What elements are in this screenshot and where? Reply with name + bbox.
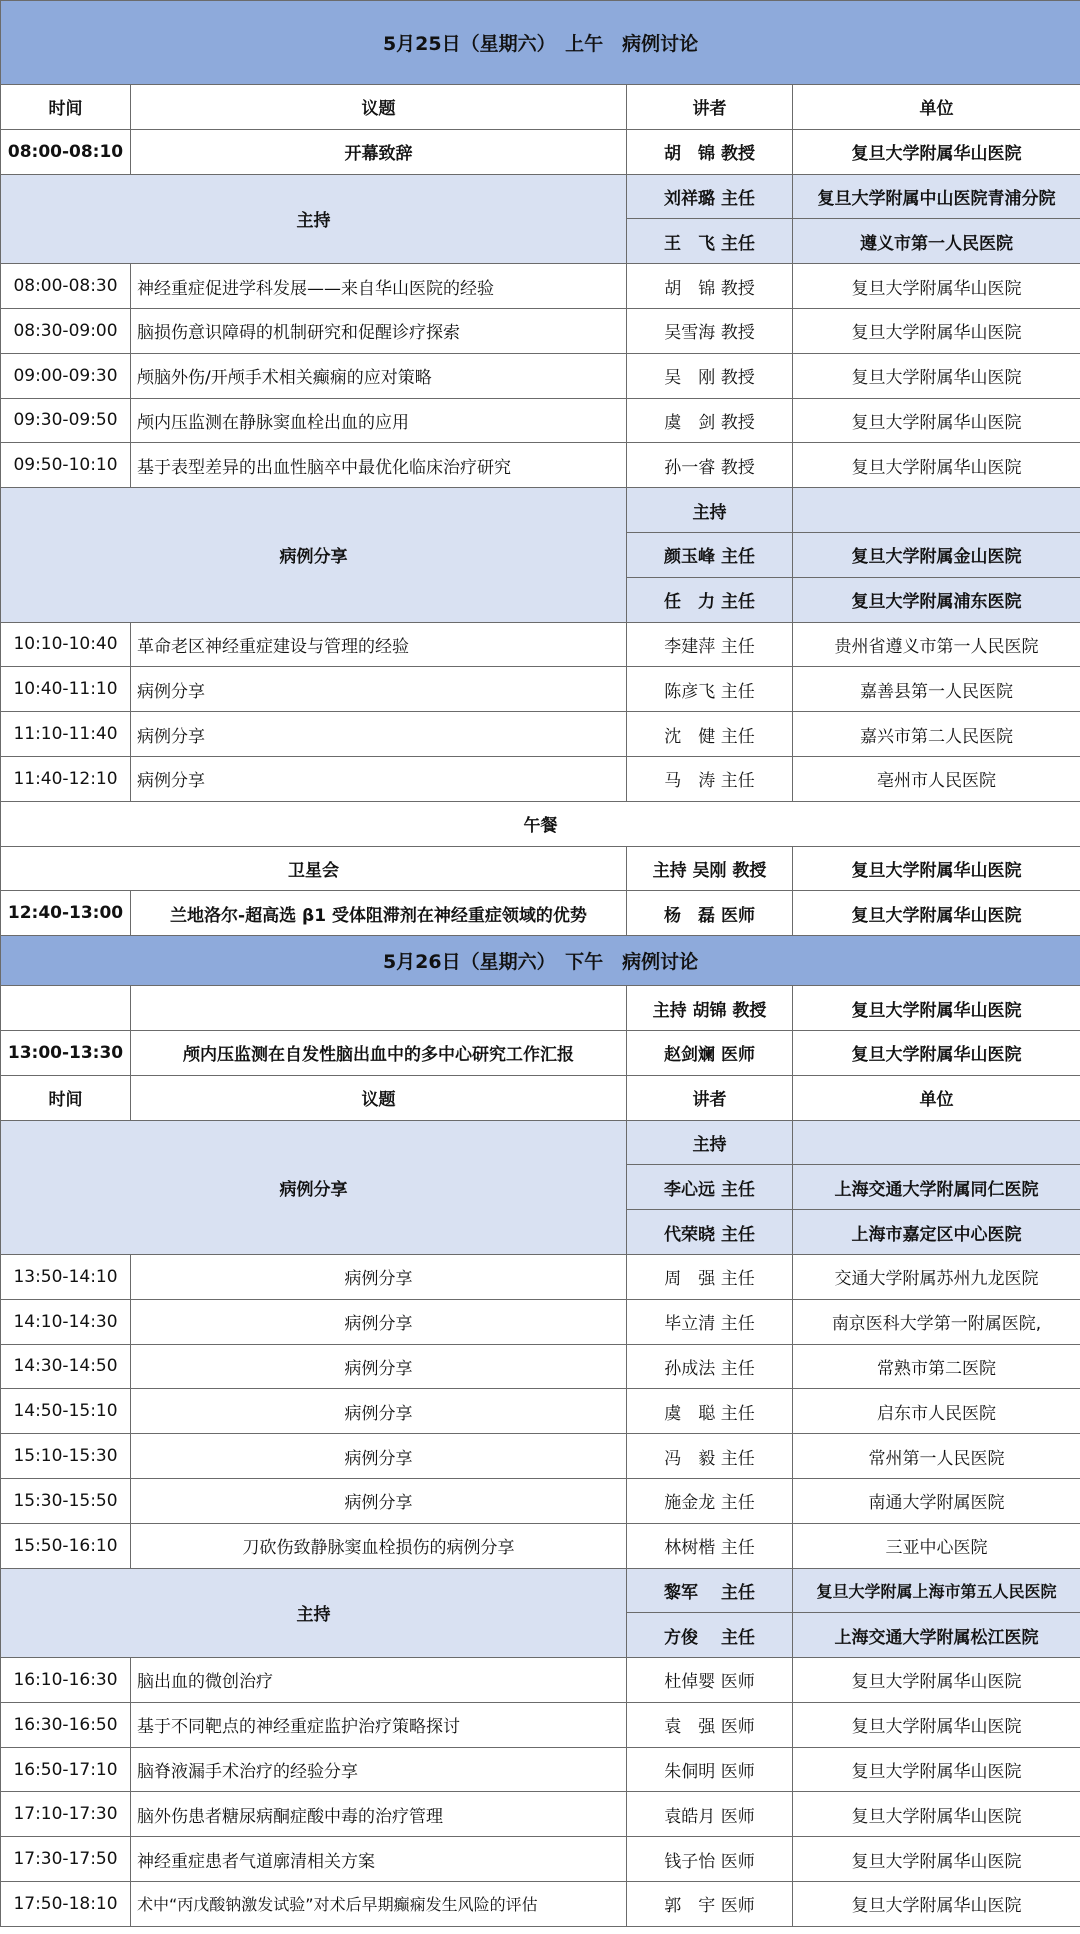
table-row <box>1 712 1080 757</box>
speaker-cell: 胡 锦 教授 <box>627 264 793 309</box>
host-cell: 主持 <box>627 1120 793 1165</box>
speaker-cell: 李心远 主任 <box>627 1165 793 1210</box>
topic-cell: 脑出血的微创治疗 <box>131 1658 627 1703</box>
topic-cell: 基于不同靶点的神经重症监护治疗策略探讨 <box>131 1702 627 1747</box>
time-cell: 15:30-15:50 <box>1 1478 131 1523</box>
speaker-cell: 颜玉峰 主任 <box>627 532 793 577</box>
time-cell: 08:00-08:10 <box>1 129 131 174</box>
unit-cell: 复旦大学附属华山医院 <box>793 1702 1080 1747</box>
host-row <box>1 1568 1080 1613</box>
speaker-cell: 袁皓月 医师 <box>627 1792 793 1837</box>
speaker-cell: 黎军 主任 <box>627 1568 793 1613</box>
speaker-cell: 代荣晓 主任 <box>627 1210 793 1255</box>
col-speaker: 讲者 <box>627 85 793 130</box>
column-header-row <box>1 85 1080 130</box>
speaker-cell: 马 涛 主任 <box>627 756 793 801</box>
topic-cell: 颅脑外伤/开颅手术相关癫痫的应对策略 <box>131 353 627 398</box>
unit-cell: 遵义市第一人民医院 <box>793 219 1080 264</box>
unit-cell: 复旦大学附属华山医院 <box>793 1747 1080 1792</box>
col-unit: 单位 <box>793 85 1080 130</box>
table-row <box>1 1523 1080 1568</box>
time-cell: 15:50-16:10 <box>1 1523 131 1568</box>
topic-cell: 刀砍伤致静脉窦血栓损伤的病例分享 <box>131 1523 627 1568</box>
table-row <box>1 756 1080 801</box>
table-row <box>1 1299 1080 1344</box>
table-row <box>1 1389 1080 1434</box>
table-row <box>1 1254 1080 1299</box>
speaker-cell: 周 强 主任 <box>627 1254 793 1299</box>
lunch-label: 午餐 <box>1 801 1080 846</box>
host-row <box>1 986 1080 1031</box>
speaker-cell: 沈 健 主任 <box>627 712 793 757</box>
time-cell: 16:30-16:50 <box>1 1702 131 1747</box>
table-row <box>1 1030 1080 1075</box>
table-row <box>1 1882 1080 1927</box>
table-row <box>1 1344 1080 1389</box>
topic-cell: 病例分享 <box>131 1389 627 1434</box>
speaker-cell: 主持 吴刚 教授 <box>627 846 793 891</box>
time-cell: 08:30-09:00 <box>1 308 131 353</box>
speaker-cell: 李建萍 主任 <box>627 622 793 667</box>
speaker-cell: 林树楷 主任 <box>627 1523 793 1568</box>
time-cell: 11:10-11:40 <box>1 712 131 757</box>
unit-cell: 复旦大学附属华山医院 <box>793 1837 1080 1882</box>
unit-cell: 上海市嘉定区中心医院 <box>793 1210 1080 1255</box>
time-cell: 17:30-17:50 <box>1 1837 131 1882</box>
col-topic: 议题 <box>131 1075 627 1120</box>
table-row <box>1 667 1080 712</box>
speaker-cell: 虞 剑 教授 <box>627 398 793 443</box>
speaker-cell: 王 飞 主任 <box>627 219 793 264</box>
time-cell: 15:10-15:30 <box>1 1434 131 1479</box>
unit-cell: 常熟市第二医院 <box>793 1344 1080 1389</box>
topic-cell: 病例分享 <box>131 1478 627 1523</box>
case-share-label: 病例分享 <box>1 488 627 622</box>
topic-cell: 兰地洛尔-超高选 β1 受体阻滞剂在神经重症领域的优势 <box>131 891 627 936</box>
speaker-cell: 主持 胡锦 教授 <box>627 986 793 1031</box>
time-cell: 10:10-10:40 <box>1 622 131 667</box>
unit-cell: 嘉兴市第二人民医院 <box>793 712 1080 757</box>
speaker-cell: 吴雪海 教授 <box>627 308 793 353</box>
unit-cell: 启东市人民医院 <box>793 1389 1080 1434</box>
topic-cell: 颅内压监测在自发性脑出血中的多中心研究工作汇报 <box>131 1030 627 1075</box>
topic-cell: 基于表型差异的出血性脑卒中最优化临床治疗研究 <box>131 443 627 488</box>
table-row <box>1 308 1080 353</box>
unit-cell: 复旦大学附属华山医院 <box>793 986 1080 1031</box>
unit-cell: 复旦大学附属中山医院青浦分院 <box>793 174 1080 219</box>
topic-cell: 开幕致辞 <box>131 129 627 174</box>
table-row <box>1 1434 1080 1479</box>
time-cell: 12:40-13:00 <box>1 891 131 936</box>
col-speaker: 讲者 <box>627 1075 793 1120</box>
table-row <box>1 129 1080 174</box>
time-cell: 16:10-16:30 <box>1 1658 131 1703</box>
topic-cell: 脑外伤患者糖尿病酮症酸中毒的治疗管理 <box>131 1792 627 1837</box>
day1-header-row <box>1 1 1080 85</box>
unit-cell: 复旦大学附属华山医院 <box>793 1658 1080 1703</box>
speaker-cell: 吴 刚 教授 <box>627 353 793 398</box>
column-header-row <box>1 1075 1080 1120</box>
time-cell: 17:10-17:30 <box>1 1792 131 1837</box>
topic-cell: 病例分享 <box>131 1434 627 1479</box>
speaker-cell: 刘祥璐 主任 <box>627 174 793 219</box>
unit-cell: 交通大学附属苏州九龙医院 <box>793 1254 1080 1299</box>
unit-cell: 三亚中心医院 <box>793 1523 1080 1568</box>
col-time: 时间 <box>1 1075 131 1120</box>
unit-cell: 复旦大学附属华山医院 <box>793 398 1080 443</box>
time-cell: 10:40-11:10 <box>1 667 131 712</box>
host-row <box>1 174 1080 219</box>
col-topic: 议题 <box>131 85 627 130</box>
table-row <box>1 1702 1080 1747</box>
time-cell: 13:00-13:30 <box>1 1030 131 1075</box>
unit-cell: 南京医科大学第一附属医院, <box>793 1299 1080 1344</box>
topic-cell: 脑损伤意识障碍的机制研究和促醒诊疗探索 <box>131 308 627 353</box>
empty-cell <box>793 1120 1080 1165</box>
topic-cell: 革命老区神经重症建设与管理的经验 <box>131 622 627 667</box>
speaker-cell: 虞 聪 主任 <box>627 1389 793 1434</box>
speaker-cell: 陈彦飞 主任 <box>627 667 793 712</box>
speaker-cell: 郭 宇 医师 <box>627 1882 793 1927</box>
speaker-cell: 朱侗明 医师 <box>627 1747 793 1792</box>
speaker-cell: 杨 磊 医师 <box>627 891 793 936</box>
time-cell: 09:00-09:30 <box>1 353 131 398</box>
unit-cell: 复旦大学附属华山医院 <box>793 1792 1080 1837</box>
speaker-cell: 冯 毅 主任 <box>627 1434 793 1479</box>
lunch-row <box>1 801 1080 846</box>
topic-cell: 颅内压监测在静脉窦血栓出血的应用 <box>131 398 627 443</box>
unit-cell: 亳州市人民医院 <box>793 756 1080 801</box>
time-cell: 08:00-08:30 <box>1 264 131 309</box>
unit-cell: 复旦大学附属华山医院 <box>793 264 1080 309</box>
unit-cell: 贵州省遵义市第一人民医院 <box>793 622 1080 667</box>
time-cell: 14:30-14:50 <box>1 1344 131 1389</box>
topic-cell: 病例分享 <box>131 1299 627 1344</box>
table-row <box>1 353 1080 398</box>
day1-header: 5月25日（星期六） 上午 病例讨论 <box>1 1 1080 85</box>
unit-cell: 复旦大学附属上海市第五人民医院 <box>793 1568 1080 1613</box>
time-cell: 16:50-17:10 <box>1 1747 131 1792</box>
topic-cell: 病例分享 <box>131 712 627 757</box>
unit-cell: 嘉善县第一人民医院 <box>793 667 1080 712</box>
speaker-cell: 赵剑斓 医师 <box>627 1030 793 1075</box>
unit-cell: 复旦大学附属华山医院 <box>793 1030 1080 1075</box>
speaker-cell: 袁 强 医师 <box>627 1702 793 1747</box>
topic-cell: 术中“丙戊酸钠激发试验”对术后早期癫痫发生风险的评估 <box>131 1882 627 1927</box>
col-time: 时间 <box>1 85 131 130</box>
table-row <box>1 622 1080 667</box>
case-share-row <box>1 1120 1080 1165</box>
empty-cell <box>131 986 627 1031</box>
speaker-cell: 孙一睿 教授 <box>627 443 793 488</box>
unit-cell: 复旦大学附属华山医院 <box>793 129 1080 174</box>
unit-cell: 复旦大学附属华山医院 <box>793 846 1080 891</box>
empty-cell <box>793 488 1080 533</box>
col-unit: 单位 <box>793 1075 1080 1120</box>
time-cell: 11:40-12:10 <box>1 756 131 801</box>
unit-cell: 复旦大学附属华山医院 <box>793 891 1080 936</box>
time-cell: 13:50-14:10 <box>1 1254 131 1299</box>
empty-cell <box>1 986 131 1031</box>
case-share-row <box>1 488 1080 533</box>
topic-cell: 神经重症患者气道廓清相关方案 <box>131 1837 627 1882</box>
speaker-cell: 施金龙 主任 <box>627 1478 793 1523</box>
speaker-cell: 毕立清 主任 <box>627 1299 793 1344</box>
topic-cell: 脑脊液漏手术治疗的经验分享 <box>131 1747 627 1792</box>
unit-cell: 复旦大学附属华山医院 <box>793 1882 1080 1927</box>
table-row <box>1 398 1080 443</box>
unit-cell: 复旦大学附属华山医院 <box>793 308 1080 353</box>
speaker-cell: 孙成法 主任 <box>627 1344 793 1389</box>
speaker-cell: 任 力 主任 <box>627 577 793 622</box>
topic-cell: 病例分享 <box>131 756 627 801</box>
unit-cell: 复旦大学附属金山医院 <box>793 532 1080 577</box>
satellite-label: 卫星会 <box>1 846 627 891</box>
table-row <box>1 1747 1080 1792</box>
day2-header: 5月26日（星期六） 下午 病例讨论 <box>1 936 1080 986</box>
table-row <box>1 1658 1080 1703</box>
time-cell: 09:50-10:10 <box>1 443 131 488</box>
unit-cell: 复旦大学附属浦东医院 <box>793 577 1080 622</box>
time-cell: 14:50-15:10 <box>1 1389 131 1434</box>
table-row <box>1 443 1080 488</box>
host-label: 主持 <box>1 1568 627 1658</box>
topic-cell: 病例分享 <box>131 1254 627 1299</box>
host-label: 主持 <box>1 174 627 264</box>
speaker-cell: 胡 锦 教授 <box>627 129 793 174</box>
unit-cell: 上海交通大学附属同仁医院 <box>793 1165 1080 1210</box>
topic-cell: 病例分享 <box>131 1344 627 1389</box>
table-row <box>1 1478 1080 1523</box>
speaker-cell: 钱子怡 医师 <box>627 1837 793 1882</box>
table-row <box>1 264 1080 309</box>
time-cell: 14:10-14:30 <box>1 1299 131 1344</box>
table-row <box>1 1837 1080 1882</box>
unit-cell: 南通大学附属医院 <box>793 1478 1080 1523</box>
day2-header-row <box>1 936 1080 986</box>
table-row <box>1 1792 1080 1837</box>
case-share-label: 病例分享 <box>1 1120 627 1254</box>
table-row <box>1 891 1080 936</box>
satellite-row <box>1 846 1080 891</box>
time-cell: 09:30-09:50 <box>1 398 131 443</box>
topic-cell: 神经重症促进学科发展——来自华山医院的经验 <box>131 264 627 309</box>
unit-cell: 上海交通大学附属松江医院 <box>793 1613 1080 1658</box>
unit-cell: 复旦大学附属华山医院 <box>793 443 1080 488</box>
host-cell: 主持 <box>627 488 793 533</box>
speaker-cell: 方俊 主任 <box>627 1613 793 1658</box>
time-cell: 17:50-18:10 <box>1 1882 131 1927</box>
unit-cell: 常州第一人民医院 <box>793 1434 1080 1479</box>
topic-cell: 病例分享 <box>131 667 627 712</box>
unit-cell: 复旦大学附属华山医院 <box>793 353 1080 398</box>
speaker-cell: 杜倬婴 医师 <box>627 1658 793 1703</box>
